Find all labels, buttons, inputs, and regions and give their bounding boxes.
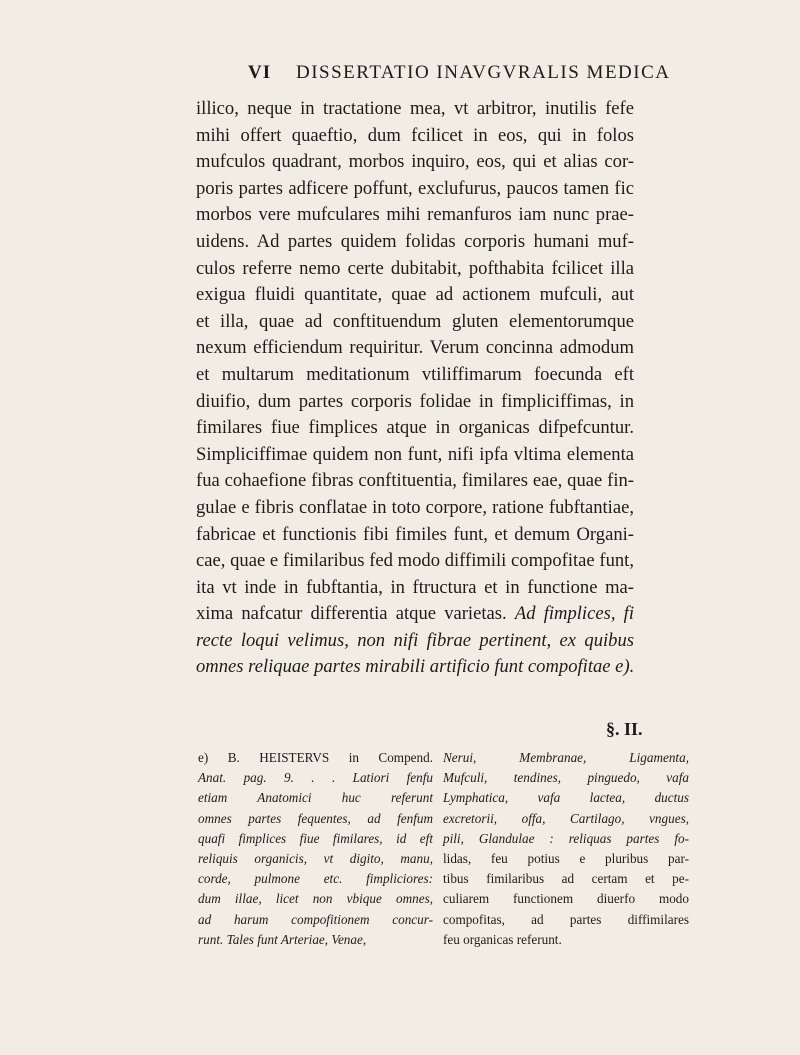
text-line: fabricae et functionis fibi fimiles funt, et demum Organi-: [196, 523, 634, 545]
footnote-line: corde, pulmone etc. fimpliciores:: [198, 871, 433, 887]
text-line: poris partes adficere poffunt, exclufurus, paucos tamen fic: [196, 177, 634, 199]
footnote-line: dum illae, licet non vbique omnes,: [198, 891, 433, 907]
quote-line: omnes reliquae partes mirabili artificio funt compofitae e).: [196, 656, 635, 678]
footnote-line: Anat. pag. 9. . . Latiori fenfu: [198, 770, 433, 786]
text-line: uidens. Ad partes quidem folidas corporis humani muf-: [196, 230, 634, 252]
text-line: et illa, quae ad conftituendum gluten elementorumque: [196, 310, 634, 332]
footnote-line: omnes partes fequentes, ad fenfum: [198, 810, 433, 826]
footnote-line: reliquis organicis, vt digito, manu,: [198, 850, 433, 866]
quote-run: Ad fimplices, fi: [514, 603, 635, 625]
footnote-line: Lymphatica, vafa lactea, ductus: [443, 790, 689, 806]
footnote-left-column: [198, 748, 433, 950]
footnote-line: feu organicas referunt.: [443, 931, 562, 947]
text-line-mixed: [196, 601, 634, 628]
section-heading: §. II.: [606, 719, 643, 739]
text-line: nexum efficiendum requiritur. Verum concinna admodum: [196, 337, 634, 359]
text-line: gulae e fibris conflatae in toto corpore, ratione fubftantiae,: [196, 496, 634, 518]
text-line: mufculos quadrant, morbos inquiro, eos, qui et alias cor-: [196, 151, 634, 173]
text-line: et multarum meditationum vtiliffimarum foecunda eft: [196, 363, 634, 385]
text-line: fua cohaefione fibras conftituentia, fimilares eae, quae fin-: [196, 470, 634, 492]
footnote-line: ad harum compofitionem concur-: [198, 911, 433, 927]
text-line: exigua fluidi quantitate, quae ad actionem mufculi, aut: [196, 284, 634, 306]
footnote-line: e) B. HEISTERVS in Compend.: [198, 750, 433, 765]
footnote-right-column: [443, 748, 689, 950]
footnote-line: compofitas, ad partes diffimilares: [443, 911, 689, 927]
text-line: ita vt inde in fubftantia, in ftructura et in functione ma-: [196, 576, 634, 598]
footnote-line: Nerui, Membranae, Ligamenta,: [443, 750, 689, 765]
text-line: culos referre nemo certe dubitabit, pofthabita fcilicet illa: [196, 257, 634, 279]
text-line: Simpliciffimae quidem non funt, nifi ipfa vltima elementa: [196, 443, 634, 465]
text-line: diuifio, dum partes corporis folidae in fimpliciffimas, in: [196, 390, 634, 412]
text-line: morbos vere mufculares mihi remanfuros iam nunc prae-: [196, 204, 634, 226]
footnote-line: Mufculi, tendines, pinguedo, vafa: [443, 770, 689, 786]
text-line: illico, neque in tractatione mea, vt arbitror, inutilis fefe: [196, 98, 634, 119]
footnote-line: lidas, feu potius e pluribus par-: [443, 850, 689, 866]
quote-line: recte loqui velimus, non nifi fibrae pertinent, ex quibus: [196, 629, 634, 651]
running-title: DISSERTATIO INAVGVRALIS MEDICA: [296, 62, 671, 83]
footnote-line: excretorii, offa, Cartilago, vngues,: [443, 810, 689, 826]
page-number: VI: [248, 62, 272, 83]
main-text: [196, 96, 634, 681]
text-run: xima nafcatur differentia atque varietas.: [196, 603, 507, 625]
footnote-line: runt. Tales funt Arteriae, Venae,: [198, 931, 367, 947]
footnote-line: culiarem functionem diuerfo modo: [443, 891, 689, 907]
footnote-line: pili, Glandulae : reliquas partes fo-: [443, 830, 689, 846]
text-line: fimilares fiue fimplices atque in organicas difpefcuntur.: [196, 417, 634, 439]
text-line: mihi offert quaeftio, dum fcilicet in eos, qui in folos: [196, 124, 634, 146]
footnote-line: tibus fimilaribus ad certam et pe-: [443, 871, 689, 887]
text-line: cae, quae e fimilaribus fed modo diffimili compofitae funt,: [196, 550, 634, 572]
footnote-line: quafi fimplices fiue fimilares, id eft: [198, 830, 433, 846]
footnote-line: etiam Anatomici huc referunt: [198, 790, 433, 806]
running-header: [118, 62, 718, 92]
